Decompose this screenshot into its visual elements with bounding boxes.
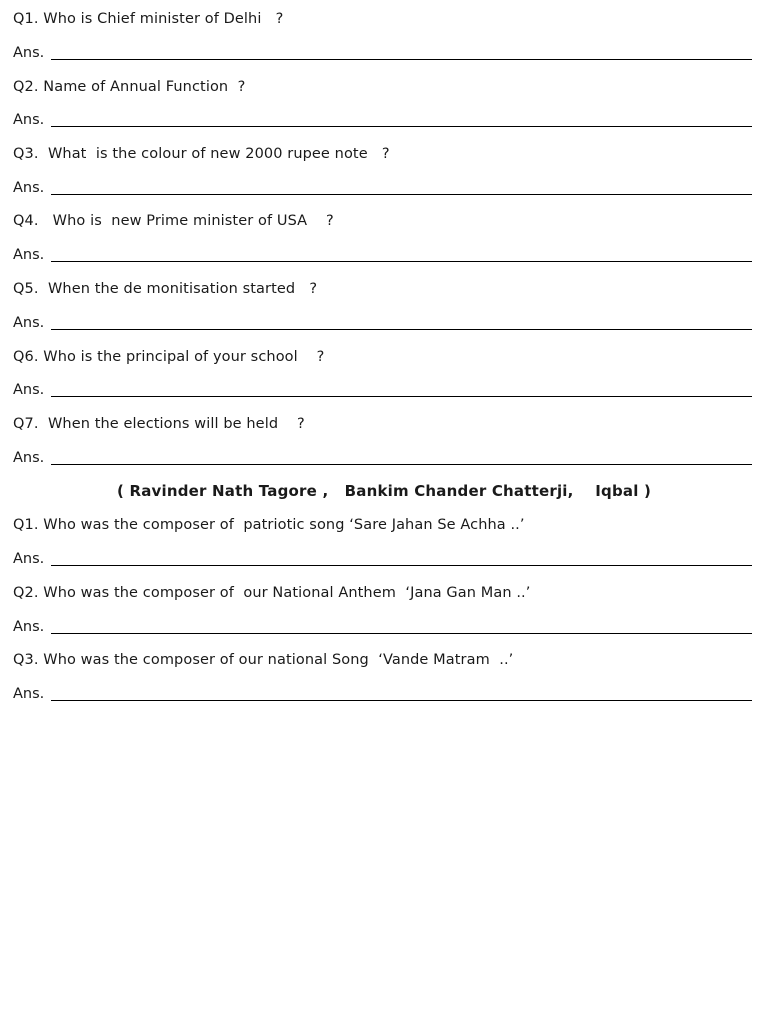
answer-row-2 [13,111,752,131]
question-7: Q7. When the elections will be held ? [13,416,305,432]
answer-line [51,329,752,330]
answer-label: Ans. [13,45,45,61]
composer-question-2: Q2. Who was the composer of our National Anthem ‘Jana Gan Man ..’ [13,585,531,601]
composer-answer-row-3 [13,685,752,705]
answer-line [51,126,752,127]
answer-line [51,396,752,397]
answer-line [51,194,752,195]
answer-row-3 [13,179,752,199]
answer-label: Ans. [13,315,45,331]
answer-options: ( Ravinder Nath Tagore , Bankim Chander Chatterji, Iqbal ) [116,482,652,500]
composer-question-1: Q1. Who was the composer of patriotic song ‘Sare Jahan Se Achha ..’ [13,517,525,533]
answer-line [51,464,752,465]
question-4: Q4. Who is new Prime minister of USA ? [13,213,334,229]
answer-label: Ans. [13,112,45,128]
answer-row-4 [13,246,752,266]
composer-answer-row-2 [13,618,752,638]
answer-label: Ans. [13,382,45,398]
answer-label: Ans. [13,450,45,466]
answer-row-5 [13,314,752,334]
question-3: Q3. What is the colour of new 2000 rupee note ? [13,146,390,162]
answer-line [51,59,752,60]
question-5: Q5. When the de monitisation started ? [13,281,318,297]
answer-line [51,633,752,634]
answer-row-7 [13,449,752,469]
question-6: Q6. Who is the principal of your school ? [13,349,325,365]
answer-line [51,700,752,701]
answer-line [51,565,752,566]
answer-label: Ans. [13,551,45,567]
answer-label: Ans. [13,180,45,196]
answer-line [51,261,752,262]
answer-row-1 [13,44,752,64]
answer-label: Ans. [13,686,45,702]
composer-answer-row-1 [13,550,752,570]
composer-question-3: Q3. Who was the composer of our national Song ‘Vande Matram ..’ [13,652,514,668]
answer-label: Ans. [13,247,45,263]
answer-row-6 [13,381,752,401]
question-1: Q1. Who is Chief minister of Delhi ? [13,11,284,27]
question-2: Q2. Name of Annual Function ? [13,79,246,95]
answer-label: Ans. [13,619,45,635]
